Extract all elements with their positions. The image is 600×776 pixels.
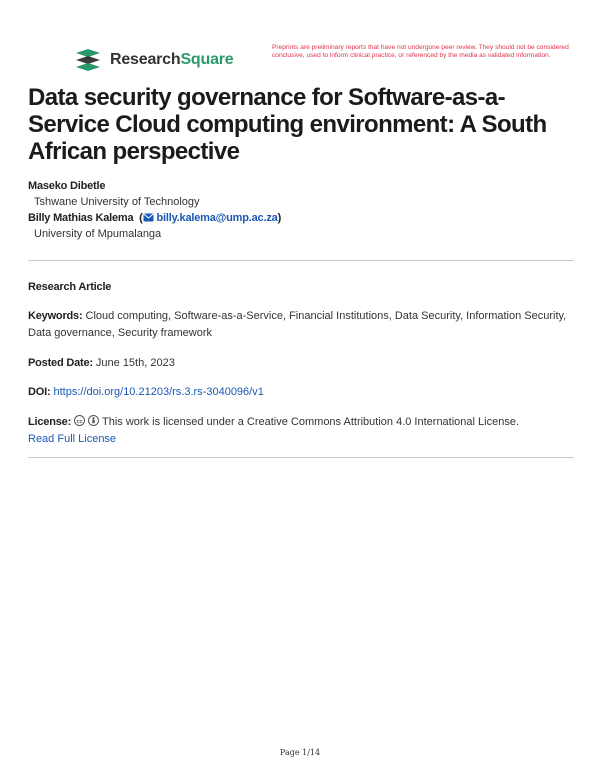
doi-link[interactable]: https://doi.org/10.21203/rs.3.rs-3040096/v1 [53,386,264,398]
svg-text:cc: cc [76,418,83,425]
research-square-logo[interactable] [74,47,234,73]
posted-date-label: Posted Date: [28,357,93,369]
author-entry [28,211,576,226]
author-affiliation: Tshwane University of Technology [34,196,200,208]
license-text: This work is licensed under a Creative Commons Attribution 4.0 International License. [102,416,520,428]
header [74,44,569,80]
attribution-icon [88,415,99,426]
author-list [28,179,576,243]
logo-text-square: Square [180,51,234,68]
preprint-disclaimer: Preprints are preliminary reports that have not undergone peer review. They should not be considered conclusive, used to inform clinical practice, or referenced by the media as validated information. [272,44,569,60]
article-type [28,279,576,296]
divider [28,260,574,261]
logo-text [110,51,234,69]
doi [28,384,576,401]
article-type-label: Research Article [28,281,112,293]
page-number: Page 1/14 [279,748,321,757]
keywords-value: Cloud computing, Software-as-a-Service, Financial Institutions, Data Security, Information Security, Data governance, Security framework [28,310,567,339]
logo-text-research: Research [110,51,181,68]
author-name: Maseko Dibetle [28,180,106,192]
envelope-icon [143,213,154,222]
read-full-license-link[interactable]: Read Full License [28,433,117,445]
author-name: Billy Mathias Kalema [28,212,134,224]
creative-commons-icon [74,415,85,426]
divider [28,457,574,458]
author-email-link[interactable]: billy.kalema@ump.ac.za [156,212,278,224]
author-affiliation: University of Mpumalanga [34,228,162,240]
author-email-wrapper: ( billy.kalema@ump.ac.za) [136,212,282,224]
keywords [28,308,576,342]
research-square-logo-icon [74,47,104,73]
license-label: License: [28,416,72,428]
paper-title: Data security governance for Software-as-a-Service Cloud computing environment: A South African perspective [28,84,547,165]
license [28,414,576,448]
doi-label: DOI: [28,386,51,398]
keywords-label: Keywords: [28,310,83,322]
posted-date [28,355,576,372]
posted-date-value: June 15th, 2023 [95,357,175,369]
